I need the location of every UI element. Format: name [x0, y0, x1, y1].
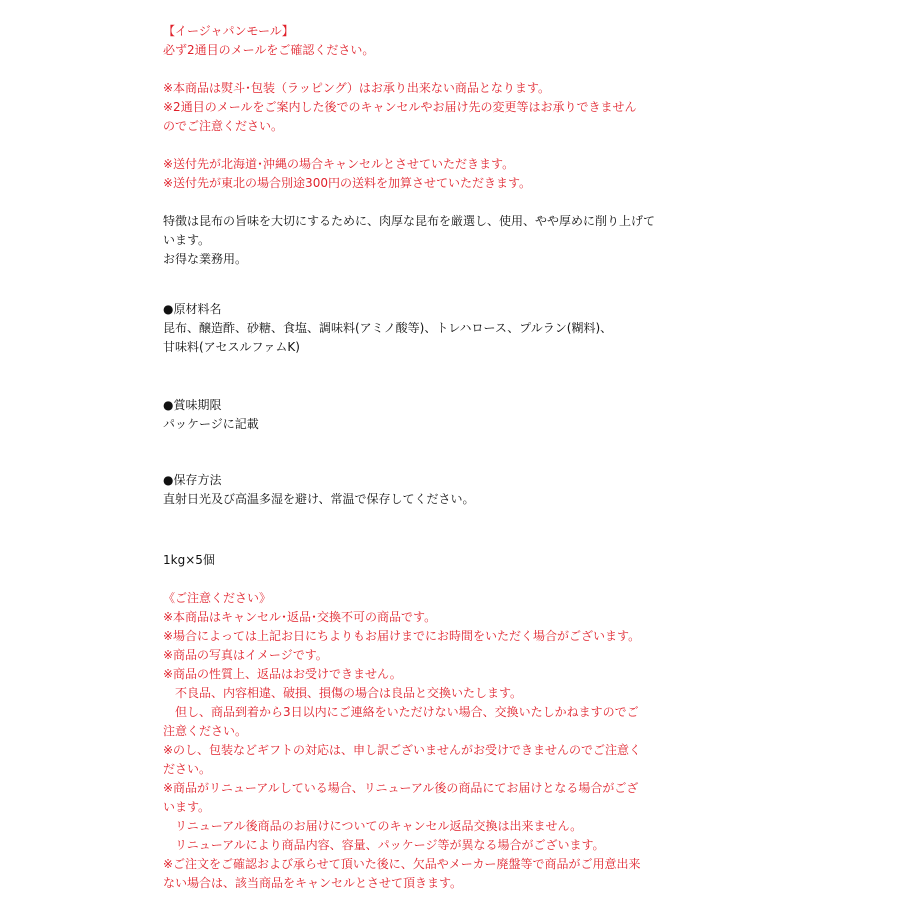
caution-line: 但し、商品到着から3日以内にご連絡をいただけない場合、交換いたしかねますのでご	[163, 705, 639, 719]
caution-line: リニューアルにより商品内容、容量、パッケージ等が異なる場合がございます。	[163, 838, 605, 852]
spacer	[163, 434, 883, 471]
spacer	[163, 193, 883, 212]
feature-line-cont: います。	[163, 233, 211, 247]
caution-line: 不良品、内容相違、破損、損傷の場合は良品と交換いたします。	[163, 686, 523, 700]
caution-line: います。	[163, 800, 211, 814]
cancellation-notice-line-cont: のでご注意ください。	[163, 119, 284, 133]
product-features	[163, 212, 883, 269]
spacer	[163, 357, 883, 396]
caution-line: ※商品がリニューアルしている場合、リニューアル後の商品にてお届けとなる場合がござ	[163, 781, 639, 795]
spacer	[163, 509, 883, 551]
caution-line: ない場合は、該当商品をキャンセルとさせて頂きます。	[163, 876, 463, 890]
caution-line: 注意ください。	[163, 724, 248, 738]
expiry-text: パッケージに記載	[163, 417, 259, 431]
shipping-tohoku: ※送付先が東北の場合別途300円の送料を加算させていただきます。	[163, 176, 532, 190]
spacer	[163, 136, 883, 155]
feature-value-note: お得な業務用。	[163, 252, 248, 266]
shop-name: 【イージャパンモール】	[163, 24, 294, 38]
storage-text: 直射日光及び高温多湿を避け、常温で保存してください。	[163, 492, 475, 506]
caution-line: ださい。	[163, 762, 212, 776]
quantity-text: 1kg×5個	[163, 553, 215, 567]
wrapping-notice	[163, 79, 883, 136]
cautions-heading: 《ご注意ください》	[163, 591, 272, 605]
spacer	[163, 570, 883, 589]
shop-header	[163, 22, 883, 60]
shipping-notice	[163, 155, 883, 193]
ingredients-line-cont: 甘味料(アセスルファムK)	[163, 340, 300, 354]
caution-line: ※のし、包装などギフトの対応は、申し訳ございませんがお受けできませんのでご注意く	[163, 743, 642, 757]
wrapping-notice-line: ※本商品は熨斗･包装（ラッピング）はお承り出来ない商品となります。	[163, 81, 550, 95]
caution-line: ※商品の性質上、返品はお受けできません。	[163, 667, 402, 681]
ingredients-section	[163, 300, 883, 357]
quantity-section	[163, 551, 883, 570]
caution-line: ※場合によっては上記お日にちよりもお届けまでにお時間をいただく場合がございます。	[163, 629, 641, 643]
storage-section	[163, 471, 883, 509]
ingredients-line: 昆布、醸造酢、砂糖、食塩、調味料(アミノ酸等)、トレハロース、プルラン(糊料)、	[163, 321, 613, 335]
product-description	[163, 22, 883, 893]
cancellation-notice-line: ※2通目のメールをご案内した後でのキャンセルやお届け先の変更等はお承りできません	[163, 100, 637, 114]
shipping-hokkaido-okinawa: ※送付先が北海道･沖縄の場合キャンセルとさせていただきます。	[163, 157, 515, 171]
cautions-section	[163, 589, 883, 893]
feature-line: 特徴は昆布の旨味を大切にするために、肉厚な昆布を厳選し、使用、やや厚めに削り上げて	[163, 214, 656, 228]
spacer	[163, 60, 883, 79]
expiry-section	[163, 396, 883, 434]
caution-line: ※本商品はキャンセル･返品･交換不可の商品です。	[163, 610, 437, 624]
caution-line: ※商品の写真はイメージです。	[163, 648, 328, 662]
caution-line: ※ご注文をご確認および承らせて頂いた後に、欠品やメーカー廃盤等で商品がご用意出来	[163, 857, 641, 871]
expiry-heading: ●賞味期限	[163, 398, 222, 412]
spacer	[163, 269, 883, 300]
caution-line: リニューアル後商品のお届けについてのキャンセル返品交換は出来ません。	[163, 819, 583, 833]
email-notice: 必ず2通目のメールをご確認ください。	[163, 43, 375, 57]
ingredients-heading: ●原材料名	[163, 302, 222, 316]
storage-heading: ●保存方法	[163, 473, 222, 487]
